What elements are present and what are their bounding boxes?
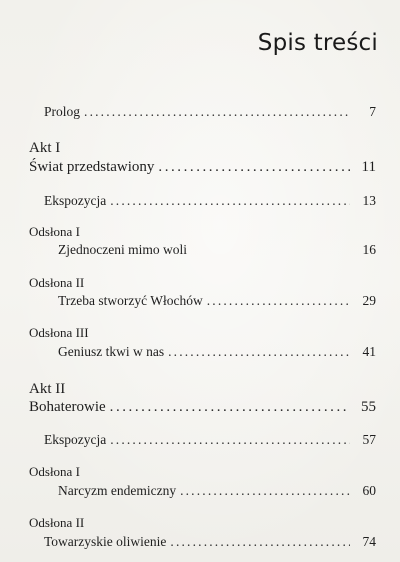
- toc-page-number: 55: [361, 399, 376, 415]
- toc-page-number: 16: [362, 242, 376, 257]
- toc-entry-text: Bohaterowie: [29, 399, 106, 415]
- toc-entry-act2: [29, 399, 376, 416]
- toc-scene-label: Odsłona I: [29, 464, 80, 479]
- toc-leader-dots: [158, 159, 350, 176]
- toc-entry-text: Geniusz tkwi w nas: [58, 344, 165, 359]
- toc-entry-act2-scene2: [44, 534, 376, 550]
- page-title: Spis treści: [257, 30, 378, 56]
- toc-entry-text: Ekspozycja: [44, 432, 107, 447]
- toc-entry-text: Trzeba stworzyć Włochów: [58, 293, 203, 308]
- toc-leader-dots: [168, 344, 350, 360]
- toc-page-number: 11: [361, 159, 376, 175]
- toc-entry-text: Narcyzm endemiczny: [58, 483, 177, 498]
- toc-entry-text: Ekspozycja: [44, 193, 107, 208]
- toc-scene-label: Odsłona III: [29, 325, 89, 340]
- toc-scene-label: Odsłona II: [29, 275, 85, 290]
- toc-page-number: 41: [362, 344, 376, 359]
- toc-page-number: 57: [362, 432, 376, 447]
- toc-act-label: Akt I: [29, 140, 61, 156]
- toc-entry-act1-scene3: [58, 344, 376, 360]
- toc-entry-text: Świat przedstawiony: [29, 159, 155, 175]
- toc-entry-text: Towarzyskie oliwienie: [44, 534, 167, 549]
- toc-leader-dots: [170, 534, 350, 550]
- toc-scene-label: Odsłona I: [29, 224, 80, 239]
- toc-leader-dots: [110, 399, 350, 416]
- toc-entry-act2-ekspozycja: [44, 432, 376, 448]
- toc-entry-prolog: [44, 104, 376, 120]
- toc-entry-text: Prolog: [44, 104, 81, 119]
- toc-page-number: 60: [362, 483, 376, 498]
- toc-entry-act1-ekspozycja: [44, 193, 376, 209]
- toc-entry-act1-scene1: [58, 242, 376, 258]
- toc-scene-label: Odsłona II: [29, 515, 85, 530]
- toc-leader-dots: [180, 483, 350, 499]
- toc-page-number: 7: [369, 104, 376, 119]
- toc-page-number: 29: [362, 293, 376, 308]
- toc-entry-act1-scene2: [58, 293, 376, 309]
- toc-leader-dots: [207, 293, 350, 309]
- toc-entry-act2-scene1: [58, 483, 376, 499]
- toc-act-label: Akt II: [29, 381, 66, 397]
- toc-entry-text: Zjednoczeni mimo woli: [58, 242, 187, 257]
- toc-leader-dots: [110, 193, 350, 209]
- toc-page-number: 13: [362, 193, 376, 208]
- toc-leader-dots: [110, 432, 350, 448]
- toc-leader-dots: [84, 104, 350, 120]
- toc-entry-act1: [29, 159, 376, 176]
- toc-page-number: 74: [362, 534, 376, 549]
